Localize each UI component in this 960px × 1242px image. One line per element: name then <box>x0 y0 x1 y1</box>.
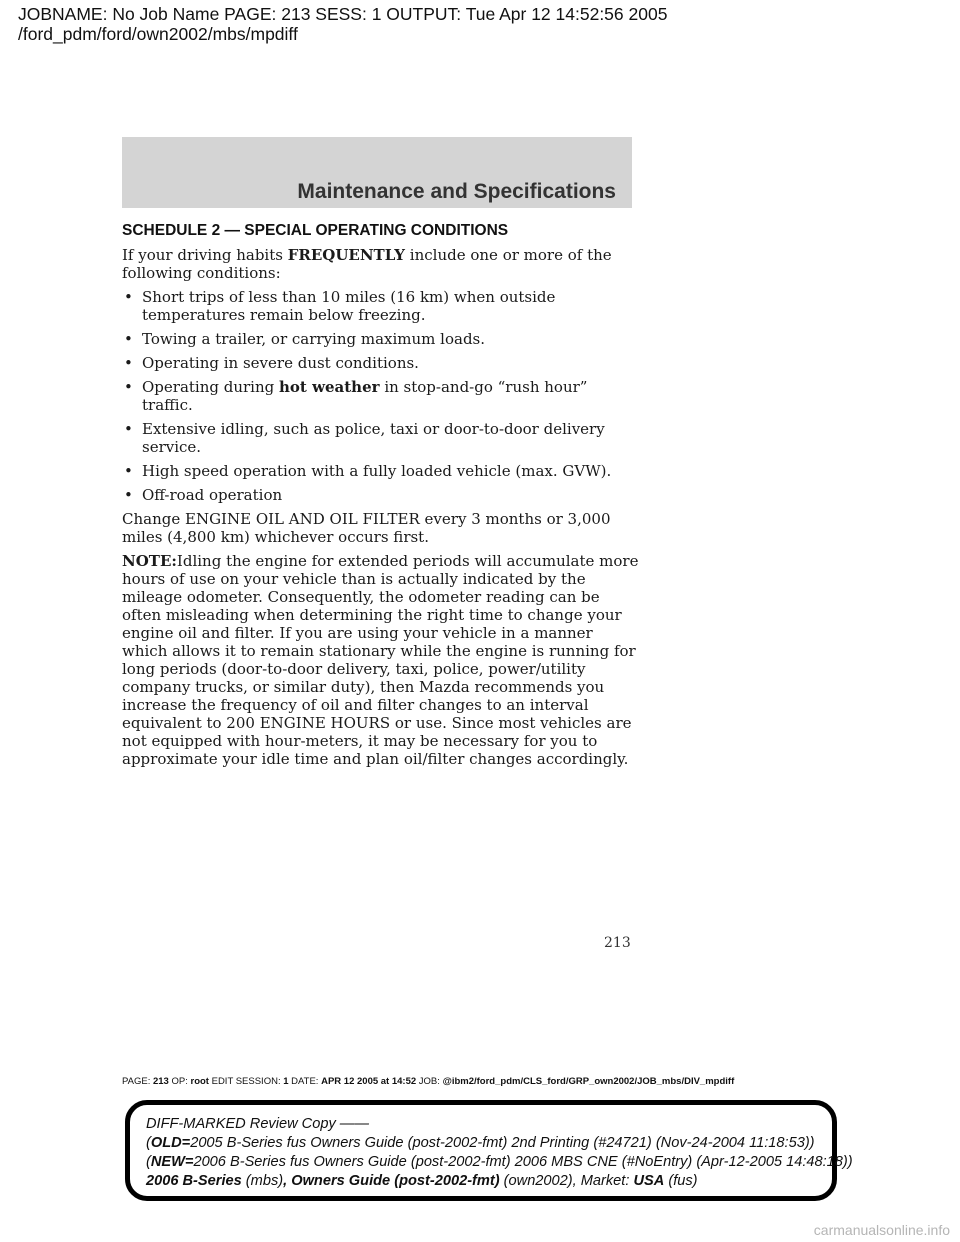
diff-model: 2006 B-Series <box>146 1173 242 1189</box>
job-header-line-2: /ford_pdm/ford/own2002/mbs/mpdiff <box>18 24 298 44</box>
list-item <box>122 462 642 480</box>
intro-after: include one or more of the following conditions: <box>122 246 612 282</box>
diff-old-text: 2005 B-Series fus Owners Guide (post-2002-fmt) 2nd Printing (#24721) (Nov-24-2004 11:18:53)) <box>190 1135 815 1151</box>
job-header <box>18 4 667 44</box>
intro-frequently: FREQUENTLY <box>287 246 406 264</box>
diff-new-prefix: ( <box>146 1154 151 1170</box>
schedule-heading: SCHEDULE 2 — SPECIAL OPERATING CONDITIONS <box>122 222 509 239</box>
bullet-icon: • <box>124 378 133 396</box>
footer-session-value: 1 <box>283 1076 289 1087</box>
intro-before: If your driving habits <box>122 246 288 264</box>
diff-market-code: (fus) <box>664 1173 698 1189</box>
footer-metadata <box>122 1076 734 1087</box>
page-content <box>122 222 642 774</box>
diff-title: DIFF-MARKED Review Copy —— <box>146 1116 369 1132</box>
list-item <box>122 354 642 372</box>
diff-old-line <box>146 1134 816 1153</box>
watermark: carmanualsonline.info <box>813 1222 950 1238</box>
intro-paragraph <box>122 246 642 282</box>
condition-text: Off-road operation <box>142 486 283 504</box>
list-item <box>122 330 642 348</box>
condition-text: Short trips of less than 10 miles (16 km) when outside temperatures remain below freezing. <box>142 288 556 324</box>
footer-page-label: PAGE: <box>122 1076 153 1087</box>
change-oil-paragraph: Change ENGINE OIL AND OIL FILTER every 3 months or 3,000 miles (4,800 km) whichever occurs first. <box>122 510 611 546</box>
bullet-icon: • <box>124 330 133 348</box>
diff-old-label: OLD= <box>150 1135 191 1151</box>
section-header-band <box>122 137 632 208</box>
bullet-icon: • <box>124 420 133 438</box>
footer-job-label: JOB: <box>416 1076 443 1087</box>
hot-weather-after: in stop-and-go “rush hour” traffic. <box>142 378 588 414</box>
note-paragraph <box>122 552 642 768</box>
bullet-icon: • <box>124 462 133 480</box>
diff-new-line <box>146 1153 853 1172</box>
list-item <box>122 486 642 504</box>
bullet-icon: • <box>124 288 133 306</box>
condition-text: Operating in severe dust conditions. <box>142 354 419 372</box>
job-header-line-1: JOBNAME: No Job Name PAGE: 213 SESS: 1 OUTPUT: Tue Apr 12 14:52:56 2005 <box>18 4 668 24</box>
footer-job-value: @ibm2/ford_pdm/CLS_ford/GRP_own2002/JOB_mbs/DIV_mpdiff <box>442 1076 735 1087</box>
diff-model-line <box>146 1172 816 1191</box>
diff-review-box <box>125 1100 853 1201</box>
footer-op-label: OP: <box>168 1076 191 1087</box>
diff-new-text: 2006 B-Series fus Owners Guide (post-2002-fmt) 2006 MBS CNE (#NoEntry) (Apr-12-2005 14:48:18)) <box>193 1154 853 1170</box>
diff-new-label: NEW= <box>150 1154 194 1170</box>
conditions-list <box>122 288 642 504</box>
condition-text: Towing a trailer, or carrying maximum loads. <box>142 330 486 348</box>
section-title: Maintenance and Specifications <box>297 180 616 203</box>
list-item <box>122 378 642 414</box>
page-number: 213 <box>604 935 631 951</box>
diff-guide: Owners Guide (post-2002-fmt) <box>291 1173 500 1189</box>
bullet-icon: • <box>124 354 133 372</box>
footer-date-value: APR 12 2005 at 14:52 <box>321 1076 417 1087</box>
note-label: NOTE: <box>122 552 177 570</box>
diff-sep-1: , <box>283 1173 292 1189</box>
bullet-icon: • <box>124 486 133 504</box>
footer-session-label: EDIT SESSION: <box>208 1076 284 1087</box>
diff-market: USA <box>633 1173 665 1189</box>
footer-page-value: 213 <box>152 1076 169 1087</box>
diff-guide-code: (own2002) <box>499 1173 573 1189</box>
hot-weather-bold: hot weather <box>279 378 380 396</box>
condition-text: Extensive idling, such as police, taxi or door-to-door delivery service. <box>142 420 605 456</box>
list-item <box>122 288 642 324</box>
condition-text: High speed operation with a fully loaded vehicle (max. GVW). <box>142 462 612 480</box>
footer-date-label: DATE: <box>288 1076 322 1087</box>
diff-old-prefix: ( <box>146 1135 151 1151</box>
diff-sep-2: , Market: <box>572 1173 634 1189</box>
footer-op-value: root <box>190 1076 209 1087</box>
diff-model-code: (mbs) <box>241 1173 284 1189</box>
list-item <box>122 420 642 456</box>
hot-weather-before: Operating during <box>142 378 280 396</box>
note-text: Idling the engine for extended periods will accumulate more hours of use on your vehicle than is actually indicated by the mileage odometer. Consequently, the odometer reading can be often misleading when determining the right time to change your engine oil and filter. If you are using your vehicle in a manner which allows it to remain stationary while the engine is running for long periods (door-to-door delivery, taxi, police, power/utility company trucks, or similar duty), then Mazda recommends you increase the frequency of oil and filter changes to an interval equivalent to 200 ENGINE HOURS or use. Since most vehicles are not equipped with hour-meters, it may be necessary for you to approximate your idle time and plan oil/filter changes accordingly. <box>122 552 639 768</box>
